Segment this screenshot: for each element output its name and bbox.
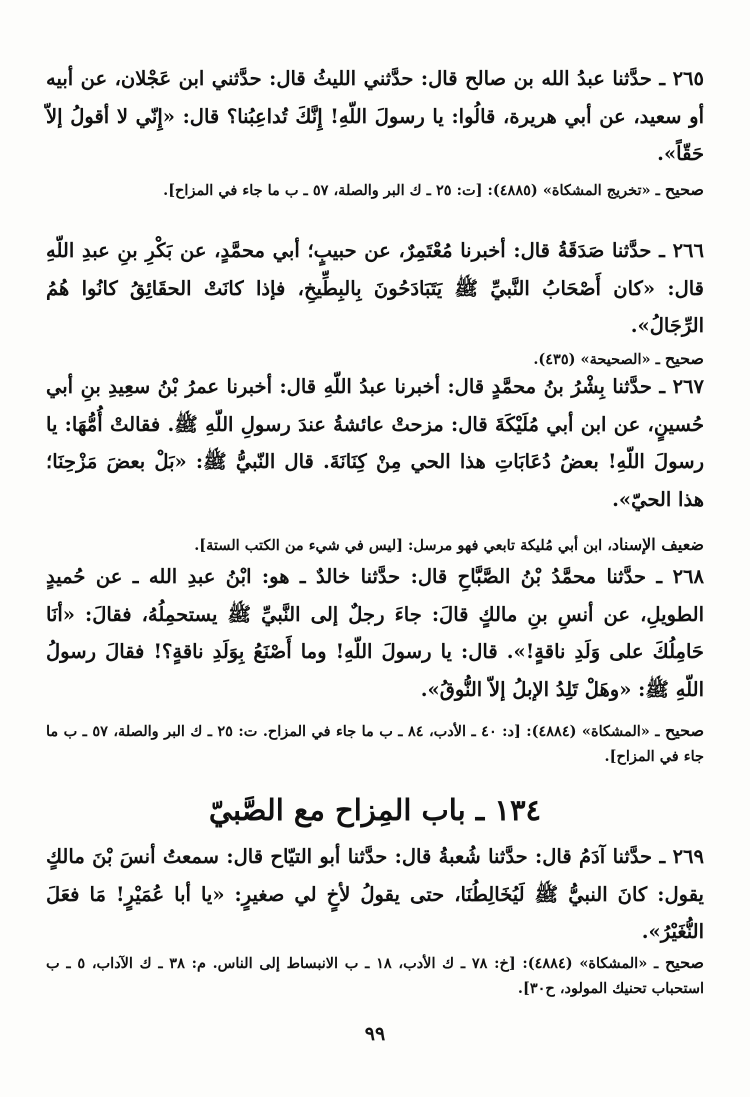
grade-label: صحيح xyxy=(664,349,704,368)
hadith-269-grade xyxy=(46,950,704,1001)
hadith-265-text: ٢٦٥ ـ حدَّثنا عبدُ الله بن صالح قال: حدَّثني الليثُ قال: حدَّثني ابن عَجْلان، عن أبيه أو سعيد، عن أبي هريرة، قالُوا: يا رسولَ اللّهِ! إِنَّكَ تُداعِبُنا؟ قال: «إِنّي لا أقولُ إلاّ حَقّاً». xyxy=(46,67,704,165)
grade-source: ، ابن أبي مُليكة تابعي فهو مرسل: [ليس في شيء من الكتب الستة]. xyxy=(194,537,612,554)
hadith-265-grade xyxy=(46,177,704,203)
grade-source: ـ «المشكاة» (٤٨٨٤): [خ: ٧٨ ـ ك الأدب، ١٨ ـ ب الانبساط إلى الناس. م: ٣٨ ـ ك الآداب، ٥ ـ ب استحباب تحنيك المولود، ح٣٠]. xyxy=(46,955,704,997)
hadith-266-text: ٢٦٦ ـ حدَّثنا صَدَقَةُ قال: أخبرنا مُعْتَمِرٌ، عن حبيبٍ؛ أبي محمَّدٍ، عن بَكْرِ بنِ عبدِ اللّهِ قال: «كان أَصْحَابُ النَّبيِّ ﷺ يَتَبَادَحُونَ بِالبِطِّيخِ، فإذا كانَتْ الحقَائِقُ كانُوا هُمُ الرِّجَالُ». xyxy=(46,239,704,337)
grade-label: صحيح xyxy=(664,721,705,740)
hadith-268-text: ٢٦٨ ـ حدَّثنا محمَّدُ بْنُ الصَّبَّاحِ قال: حدَّثنا خالدٌ ـ هو: ابْنُ عبدِ الله ـ عن حُميدٍ الطويلِ، عن أنسِ بنِ مالكٍ قالَ: جاءَ رجلٌ إلى النَّبيِّ ﷺ يستحمِلُهُ، فقالَ: «أنَا حَامِلُكَ على وَلَدِ ناقةٍ!». قال: يا رسولَ اللّهِ! وما أَصْنَعُ بِوَلَدِ ناقةٍ؟! فقالَ رسولُ اللّهِ ﷺ: «وهَلْ تَلِدُ الإبلُ إلاّ النُّوقُ». xyxy=(46,565,704,701)
grade-label: صحيح xyxy=(664,180,704,199)
chapter-title: ١٣٤ ـ باب المِزاح مع الصَّبيّ xyxy=(208,793,542,827)
grade-label: ضعيف الإسناد xyxy=(611,535,704,554)
hadith-267-grade xyxy=(46,532,704,558)
grade-label: صحيح xyxy=(664,953,705,972)
grade-source: ـ «تخريج المشكاة» (٤٨٨٥): [ت: ٢٥ ـ ك البر والصلة، ٥٧ ـ ب ما جاء في المزاح]. xyxy=(163,182,665,199)
grade-source: ـ «المشكاة» (٤٨٨٤): [د: ٤٠ ـ الأدب، ٨٤ ـ ب ما جاء في المزاح. ت: ٢٥ ـ ك البر والصلة، ٥٧ ـ ب ما جاء في المزاح]. xyxy=(46,723,704,765)
grade-source: ـ «الصحيحة» (٤٣٥). xyxy=(533,351,665,368)
hadith-267-text: ٢٦٧ ـ حدَّثنا بِشْرُ بنُ محمَّدٍ قال: أخبرنا عبدُ اللّهِ قال: أخبرنا عمرُ بْنُ سعِيدِ بنِ أبي حُسينٍ، عن ابن أبي مُلَيْكَةَ قال: مزحتْ عائشةُ عندَ رسولِ اللّهِ ﷺ. فقالتْ أُمُّهَا: يا رسولَ اللّهِ! بعضُ دُعَابَاتِ هذا الحي مِنْ كِنَانَةَ. قال النّبيُّ ﷺ: «بَلْ بعضَ مَزْحِنَا؛ هذا الحيّ». xyxy=(46,375,704,511)
hadith-268-grade xyxy=(46,718,704,769)
hadith-269-text: ٢٦٩ ـ حدَّثنا آدَمُ قال: حدَّثنا شُعبةُ قال: حدَّثنا أبو التيّاح قال: سمعتُ أنسَ بْنَ مالكٍ يقول: كانَ النبيُّ ﷺ لَيُخَالِطُنَا، حتى يقولُ لأخٍ لي صغيرٍ: «يا أبا عُمَيْرٍ! مَا فعَلَ النُّغَيْرُ». xyxy=(46,845,704,943)
page-number: ٩٩ xyxy=(364,1023,386,1045)
